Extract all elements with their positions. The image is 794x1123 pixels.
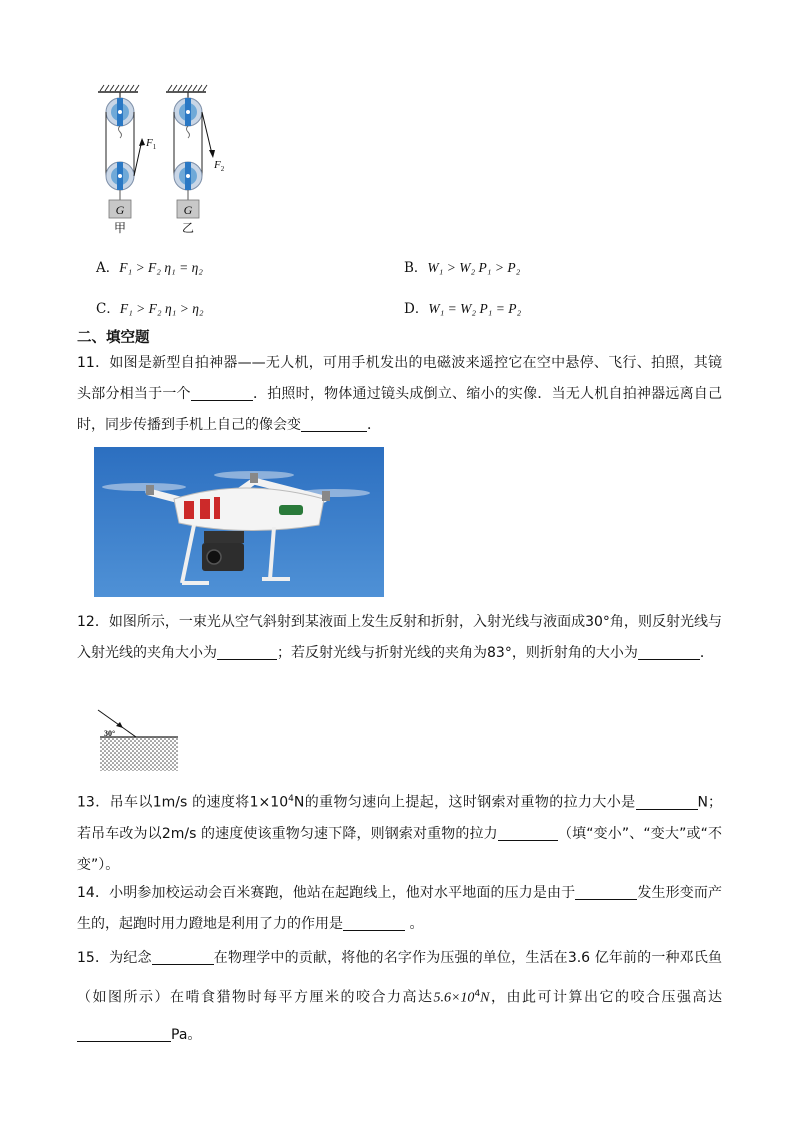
q11-blank-1[interactable]	[191, 382, 253, 401]
ceiling-right	[166, 85, 207, 92]
label-jia: 甲	[113, 221, 127, 235]
option-a-text: F₁ > F₂ η₁ = η₂	[119, 260, 204, 275]
option-d-text: W₁ = W₂ P₁ = P₂	[428, 301, 522, 316]
option-b-letter: B．	[404, 260, 428, 276]
question-12: 12．如图所示，一束光从空气斜射到某液面上发生反射和折射，入射光线与液面成30°角，则反射光线与入射光线的夹角大小为 ；若反射光线与折射光线的夹角为83°，则折射角的大小为 ．	[77, 614, 722, 661]
question-11: 11．如图是新型自拍神器——无人机，可用手机发出的电磁波来遥控它在空中悬停、飞行、拍照，其镜头部分相当于一个 ．拍照时，物体通过镜头成倒立、缩小的实像．当无人机自拍神器远离自己时，同步传播到手机上自己的像会变 ．	[77, 355, 723, 433]
q15-blank-1[interactable]	[152, 946, 214, 965]
angle-label: 30°	[104, 729, 116, 738]
q12-blank-1[interactable]	[217, 641, 277, 660]
weight-label-left: G	[115, 203, 125, 217]
q12-blank-2[interactable]	[638, 641, 700, 660]
option-a[interactable]	[96, 256, 203, 276]
question-13: 13．吊车以1m/s 的速度将$1\times 10^4N$的重物匀速向上提起，这时钢索对重物的拉力大小是 N；若吊车改为以2m/s 的速度使该重物匀速下降，则钢索对重物的拉力 （填“变小”、“变大”或“不变”）。	[77, 784, 722, 881]
option-c-text: F₁ > F₂ η₁ > η₂	[119, 301, 204, 316]
q15-blank-2[interactable]	[77, 1023, 171, 1042]
section-title: 二、填空题	[77, 330, 150, 346]
option-a-letter: A．	[96, 260, 120, 276]
weight-label-right: G	[183, 203, 193, 217]
label-yi: 乙	[181, 221, 195, 235]
q11-blank-2[interactable]	[301, 413, 367, 432]
q13-blank-2[interactable]	[498, 822, 558, 841]
option-c-letter: C．	[96, 301, 120, 317]
q14-blank-1[interactable]	[575, 881, 637, 900]
pulley-system-yi	[174, 92, 225, 235]
ceiling-left	[98, 85, 139, 92]
force-label-f2: $F_2$	[214, 159, 225, 173]
option-b[interactable]	[404, 256, 520, 276]
force-label-f1: $F_1$	[146, 137, 157, 151]
light-diagram	[96, 706, 180, 774]
q13-blank-1[interactable]	[636, 791, 698, 810]
pulley-system-jia	[106, 92, 157, 235]
question-14: 14．小明参加校运动会百米赛跑，他站在起跑线上，他对水平地面的压力是由于 发生形变而产生的，起跑时用力蹬地是利用了力的作用是 。	[77, 878, 722, 940]
question-15: 15．为纪念 在物理学中的贡献，将他的名字作为压强的单位，生活在3.6 亿年前的一种邓氏鱼（如图所示）在啃食猎物时每平方厘米的咬合力高达$5.6\times 10^4N$，由此可计算出它的咬合压强高达Pa。	[77, 940, 722, 1053]
option-b-text: W₁ > W₂ P₁ > P₂	[427, 260, 521, 275]
q14-blank-2[interactable]	[343, 912, 405, 931]
option-d[interactable]	[404, 297, 521, 317]
pulley-figure	[92, 82, 232, 237]
option-c[interactable]	[96, 297, 204, 317]
option-d-letter: D．	[404, 301, 429, 317]
drone-photo	[94, 447, 384, 597]
